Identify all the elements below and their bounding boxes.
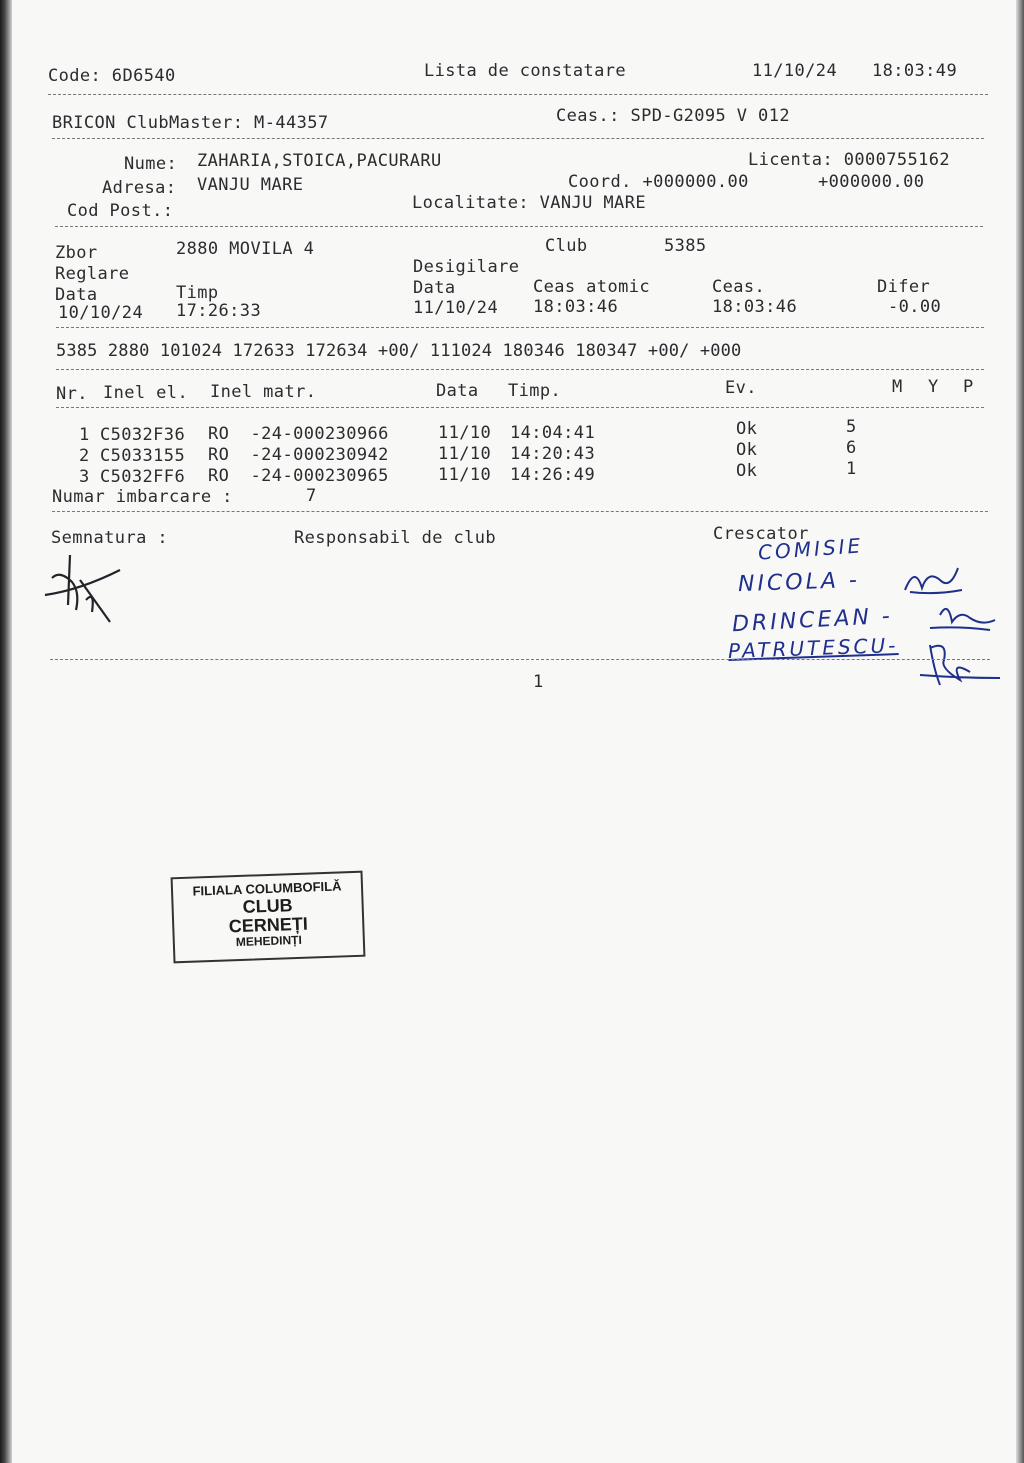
flight-label: Zbor (55, 243, 98, 263)
signature-label: Semnatura : (51, 528, 168, 548)
row-ring-matr: RO -24-000230965 (208, 466, 389, 486)
code-line: 5385 2880 101024 172633 172634 +00/ 111024 180346 180347 +00/ +000 (56, 341, 742, 361)
doc-time: 18:03:49 (872, 61, 958, 81)
row-ring-el: C5032F36 (100, 425, 186, 445)
unsealing-date: 11/10/24 (413, 298, 499, 318)
col-nr: Nr. (56, 384, 88, 404)
setting-label: Reglare (55, 264, 130, 284)
separator (55, 226, 983, 227)
separator (52, 138, 984, 139)
row-date: 11/10 (438, 465, 492, 485)
doc-code: Code: 6D6540 (48, 66, 176, 86)
row-ring-matr: RO -24-000230942 (208, 445, 389, 465)
col-m: M (892, 377, 903, 397)
row-ring-el: C5032FF6 (100, 467, 186, 487)
doc-title: Lista de constatare (424, 61, 627, 81)
name-label: Nume: (124, 154, 178, 174)
header-atomic-clock: Ceas atomic (533, 277, 650, 297)
row-date: 11/10 (438, 423, 492, 443)
coord-2: +000000.00 (818, 172, 925, 192)
setting-date: 10/10/24 (58, 303, 144, 323)
stamp-line-2: CLUB (242, 895, 293, 917)
stamp-line-1: FILIALA COLUMBOFILĂ (192, 878, 342, 899)
flight-value: 2880 MOVILA 4 (176, 239, 315, 259)
row-m: 6 (846, 438, 857, 458)
scan-edge-left (0, 0, 12, 1463)
clubmaster-id: BRICON ClubMaster: M-44357 (52, 113, 329, 133)
row-ring-matr: RO -24-000230966 (208, 424, 389, 444)
separator (50, 659, 990, 660)
handwritten-name-3: PATRUTESCU- (727, 633, 899, 663)
handwritten-name-1: NICOLA - (737, 567, 861, 598)
header-diff: Difer (877, 277, 931, 297)
clock-id: Ceas.: SPD-G2095 V 012 (556, 106, 790, 126)
breeder-label: Crescator (713, 524, 809, 544)
row-nr: 3 (79, 467, 90, 487)
col-time: Timp. (508, 381, 562, 401)
col-ring-matr: Inel matr. (210, 382, 317, 402)
scan-edge-right (1016, 0, 1024, 1463)
col-p: P (963, 377, 974, 397)
header-time: Timp (176, 283, 219, 303)
boarding-label: Numar imbarcare : (52, 487, 233, 507)
col-y: Y (928, 377, 939, 397)
setting-time: 17:26:33 (176, 301, 262, 321)
doc-date: 11/10/24 (752, 61, 838, 81)
separator (56, 327, 984, 328)
club-label: Club (545, 236, 588, 256)
separator (56, 407, 984, 408)
col-ring-el: Inel el. (103, 383, 189, 403)
row-m: 1 (846, 459, 857, 479)
initials-signatures (900, 560, 1000, 690)
name-value: ZAHARIA,STOICA,PACURARU (197, 151, 442, 171)
separator (56, 369, 984, 370)
row-m: 5 (846, 417, 857, 437)
row-ev: Ok (736, 440, 758, 460)
separator (52, 511, 988, 512)
row-nr: 2 (79, 446, 90, 466)
unsealing-label: Desigilare (413, 257, 520, 277)
stamp-line-4: MEHEDINȚI (235, 932, 303, 950)
header-date: Data (55, 285, 98, 305)
club-value: 5385 (664, 236, 707, 256)
handwritten-commission: COMISIE (757, 533, 864, 565)
stamp-line-3: CERNEȚI (228, 913, 309, 937)
address-value: VANJU MARE (197, 175, 304, 195)
address-label: Adresa: (102, 178, 177, 198)
row-ev: Ok (736, 461, 758, 481)
row-ring-el: C5033155 (100, 446, 186, 466)
row-time: 14:20:43 (510, 444, 596, 464)
postcode-label: Cod Post.: (67, 201, 174, 221)
club-responsible-label: Responsabil de club (294, 528, 497, 548)
row-date: 11/10 (438, 444, 492, 464)
license: Licenta: 0000755162 (748, 150, 951, 170)
header-date-2: Data (413, 278, 456, 298)
handwritten-name-2: DRINCEAN - (731, 603, 894, 638)
page-number: 1 (533, 672, 544, 692)
locality: Localitate: VANJU MARE (412, 193, 646, 213)
col-ev: Ev. (725, 378, 757, 398)
club-stamp (171, 871, 366, 964)
unsealing-diff: -0.00 (888, 297, 942, 317)
row-nr: 1 (79, 425, 90, 445)
boarding-count: 7 (306, 486, 317, 506)
unsealing-clock: 18:03:46 (712, 297, 798, 317)
signature-scribble (40, 550, 130, 630)
row-time: 14:04:41 (510, 423, 596, 443)
separator (48, 94, 988, 95)
unsealing-atomic: 18:03:46 (533, 297, 619, 317)
header-clock: Ceas. (712, 277, 766, 297)
row-ev: Ok (736, 419, 758, 439)
col-date: Data (436, 381, 479, 401)
row-time: 14:26:49 (510, 465, 596, 485)
coord-1: Coord. +000000.00 (568, 172, 749, 192)
